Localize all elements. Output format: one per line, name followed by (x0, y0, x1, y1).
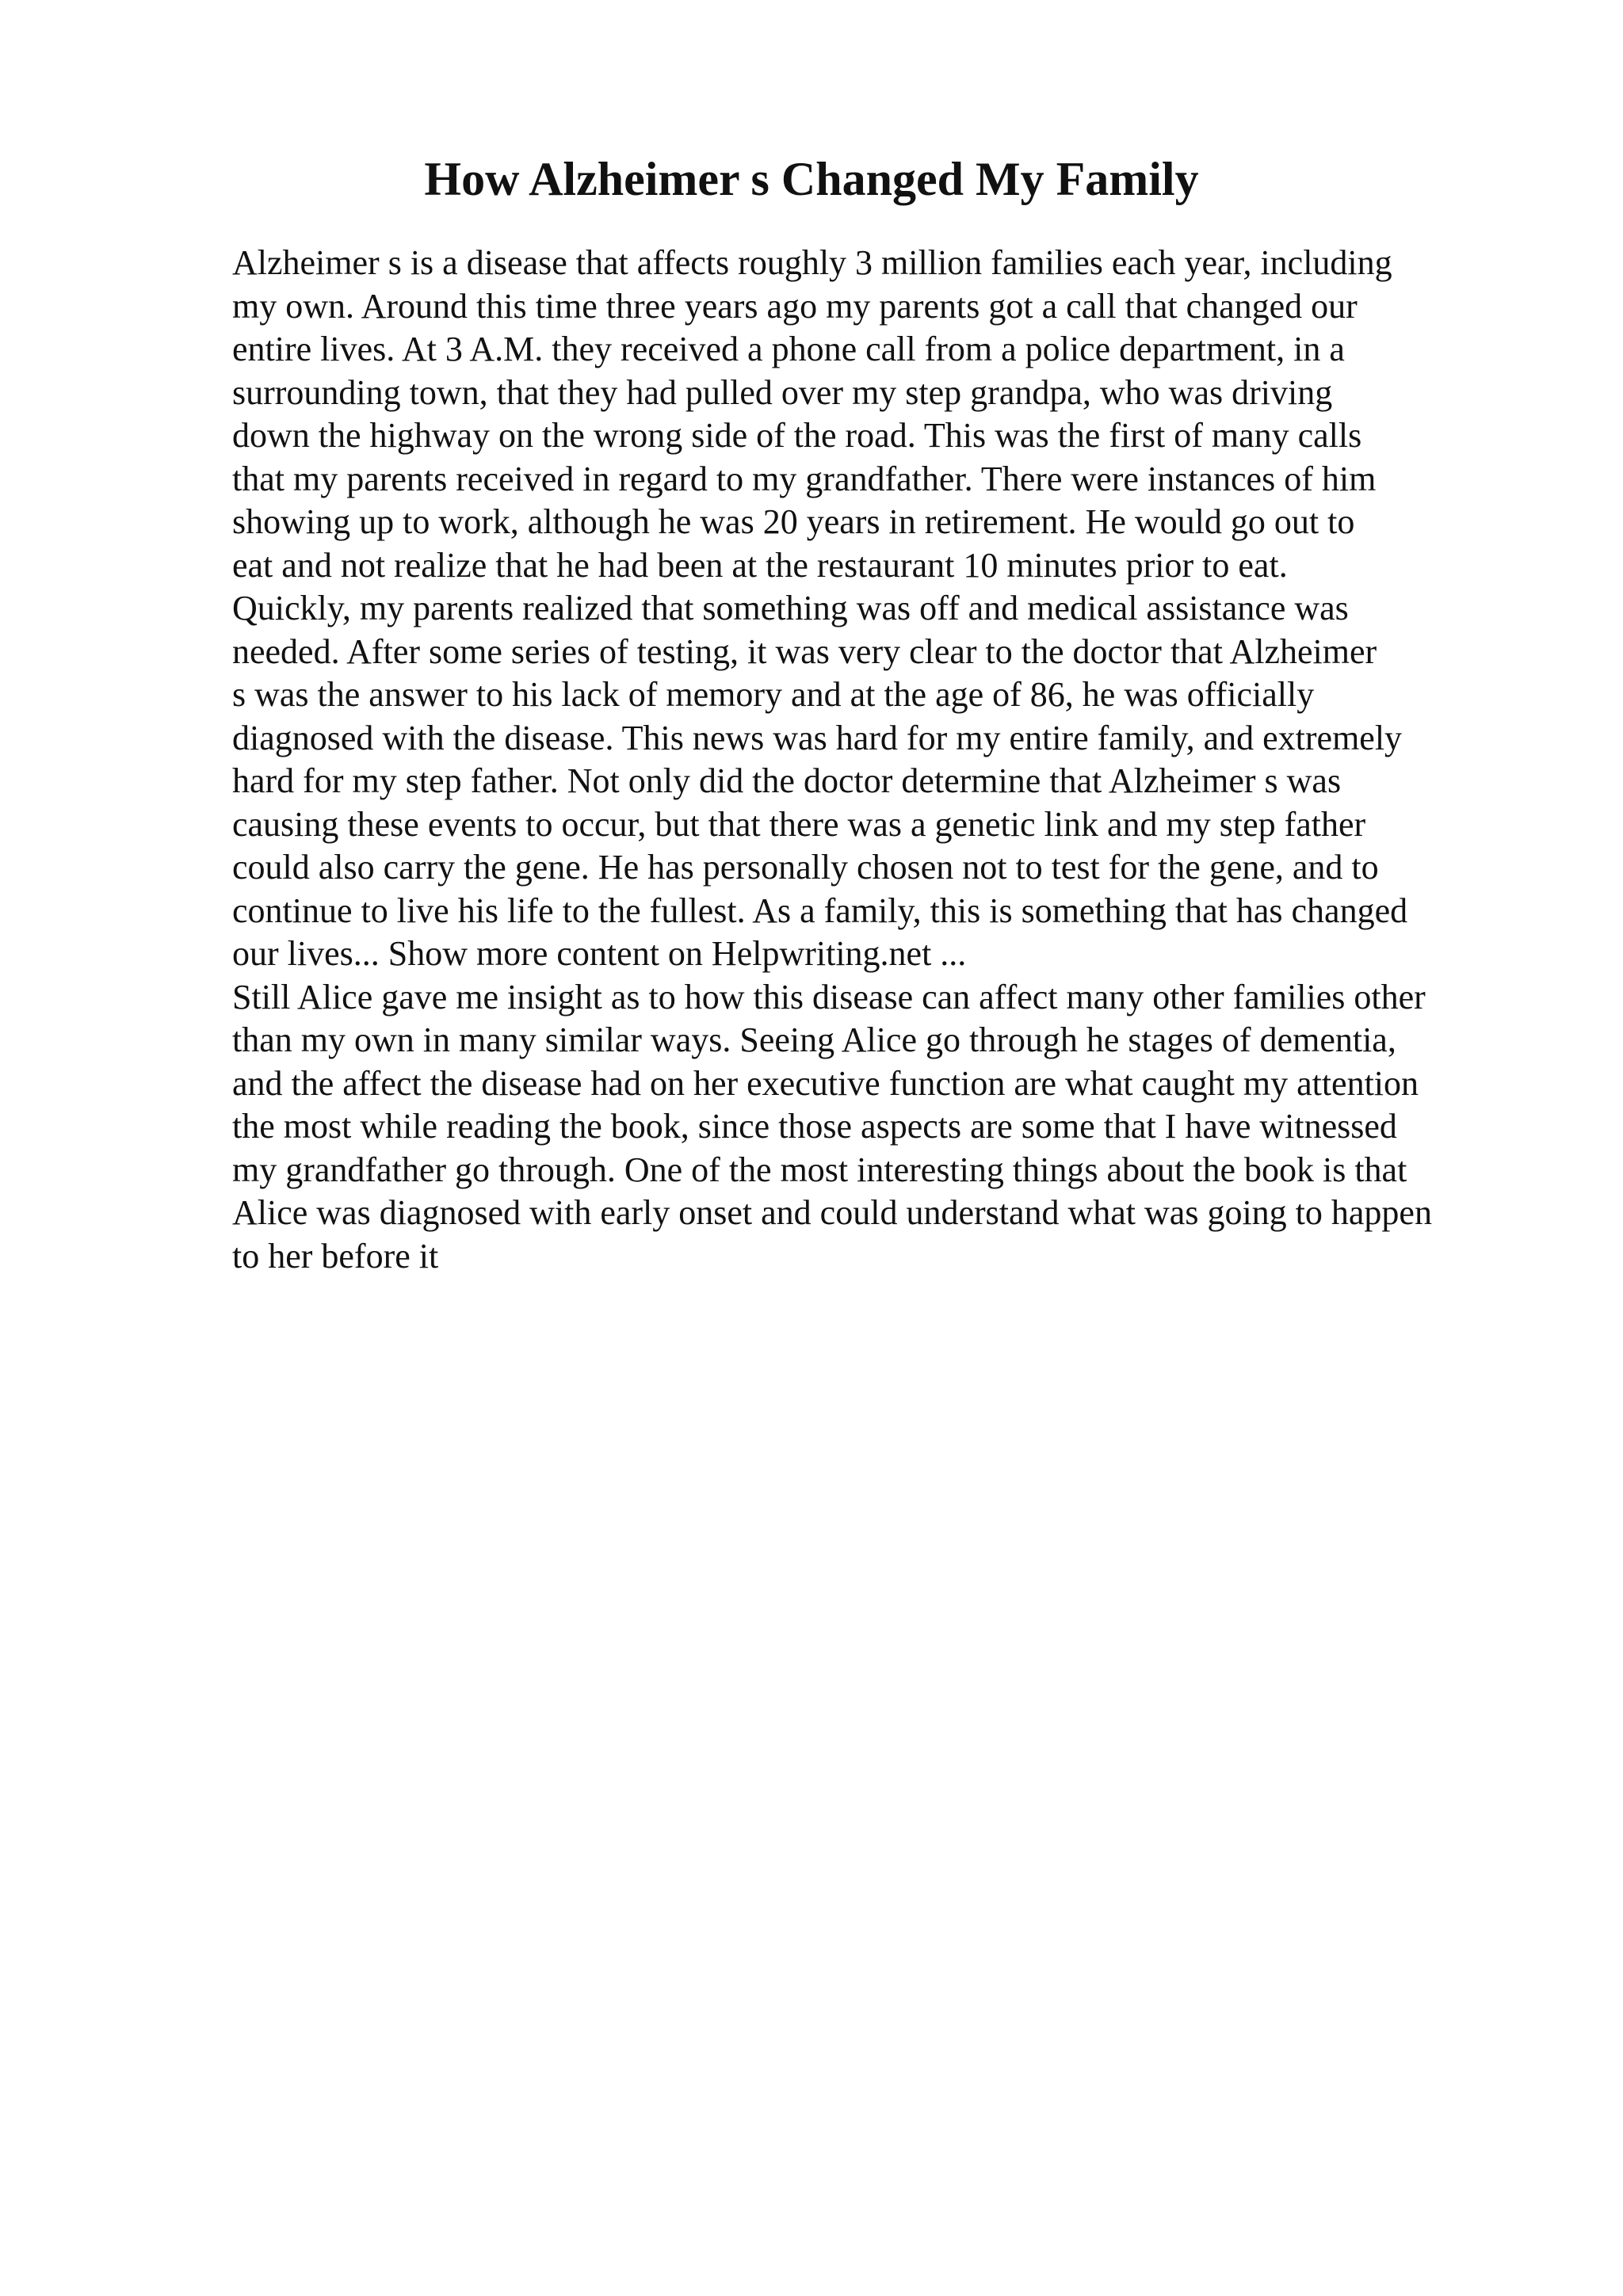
document-title: How Alzheimer s Changed My Family (424, 153, 1199, 205)
body-line: surrounding town, that they had pulled over my step grandpa, who was driving (232, 372, 1333, 412)
body-line: my grandfather go through. One of the most interesting things about the book is that (232, 1150, 1407, 1189)
body-line: to her before it (232, 1236, 439, 1276)
body-line: our lives... Show more content on Helpwriting.net ... (232, 934, 967, 973)
body-line: needed. After some series of testing, it was very clear to the doctor that Alzheimer (232, 631, 1377, 671)
body-line: could also carry the gene. He has personally chosen not to test for the gene, and to (232, 848, 1379, 887)
body-line: Quickly, my parents realized that something was off and medical assistance was (232, 589, 1349, 627)
body-line: the most while reading the book, since those aspects are some that I have witnessed (232, 1107, 1397, 1146)
body-line: Alzheimer s is a disease that affects roughly 3 million families each year, including (232, 243, 1392, 282)
body-line: showing up to work, although he was 20 years in retirement. He would go out to (232, 502, 1355, 541)
body-line: eat and not realize that he had been at the restaurant 10 minutes prior to eat. (232, 545, 1288, 585)
body-line: diagnosed with the disease. This news was hard for my entire family, and extremely (232, 718, 1403, 757)
body-line: down the highway on the wrong side of the road. This was the first of many calls (232, 416, 1362, 455)
body-line: than my own in many similar ways. Seeing Alice go through he stages of dementia, (232, 1020, 1396, 1059)
body-line: Still Alice gave me insight as to how this disease can affect many other families other (232, 977, 1426, 1016)
body-line: entire lives. At 3 A.M. they received a phone call from a police department, in a (232, 330, 1345, 368)
body-line: hard for my step father. Not only did the doctor determine that Alzheimer s was (232, 761, 1342, 800)
body-line: continue to live his life to the fullest. As a family, this is something that has changed (232, 891, 1408, 930)
body-line: s was the answer to his lack of memory and at the age of 86, he was officially (232, 675, 1315, 714)
body-line: and the affect the disease had on her executive function are what caught my attention (232, 1063, 1419, 1103)
body-line: Alice was diagnosed with early onset and could understand what was going to happen (232, 1193, 1432, 1232)
document-body (232, 242, 1532, 1278)
body-line: my own. Around this time three years ago my parents got a call that changed our (232, 286, 1358, 326)
body-line: that my parents received in regard to my grandfather. There were instances of him (232, 459, 1377, 498)
body-line: causing these events to occur, but that there was a genetic link and my step father (232, 804, 1366, 844)
